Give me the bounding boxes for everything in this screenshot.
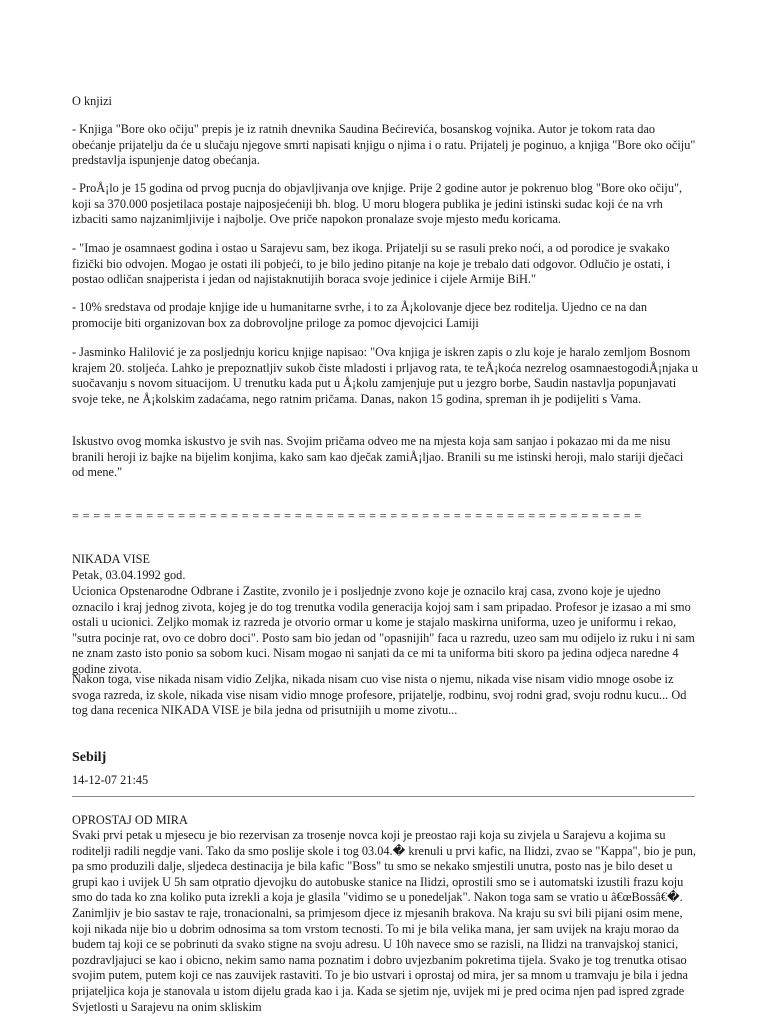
intro-paragraph-6: Iskustvo ovog momka iskustvo je svih nas. Svojim pričama odveo me na mjesta koja sam sanjao i pokazao mi da me nisu branili heroji iz bajke na bijelim konjima, kako sam kao dječak zamiÅ¡ljao. Branili su me istinski heroji, malo stariji dječaci od mene." [72, 434, 684, 480]
story1-date: Petak, 03.04.1992 god. [72, 568, 186, 582]
intro-paragraph-2: - ProÅ¡lo je 15 godina od prvog pucnja do objavljivanja ove knjige. Prije 2 godine autor je pokrenuo blog "Bore oko očiju", koji sa 370.000 posjetilaca postaje najposjećeniji bh. blog. U moru blogera publika je jedini istinski sudac koji će na vrh izbaciti samo najzanimljivije i najbolje. Ove priče napokon pronalaze svoje mjesto među koricama. [72, 181, 683, 227]
blog-entry-timestamp: 14-12-07 21:45 [72, 773, 149, 787]
intro-paragraph-4: - 10% sredstava od prodaje knjige ide u humanitarne svrhe, i to za Å¡kolovanje djece bez roditelja. Ujedno ce na dan promocije biti organizovan box za dobrovoljne priloge za pomoc djevojcici Lamiji [72, 300, 648, 330]
story2-title: OPROSTAJ OD MIRA [72, 813, 188, 827]
blog-entry-author: Sebilj [72, 750, 107, 765]
story2-body: Svaki prvi petak u mjesecu je bio rezervisan za trosenje novca koji je preostao raji koja su zivjela u Sarajevu a kojima su roditelji radili negdje vani. Tako da smo poslije skole i tog 03.04.� krenuli u prvi kafic, na Ilidzi, zvao se "Kappa", bio je pun, pa smo produzili dalje, sljedeca destinacija je bila kafic "Boss" tu smo se nekako smjestili unutra, posto nas je bilo deset u grupi kao i uvijek U 5h sam otpratio djevojku do autobuske stanice na Ilidzi, oprostili smo se i automatski izustili frazu koju smo do tada ko zna koliko puta izrekli a koja je glasila "vidimo se u ponedeljak". Nakon toga sam se vratio u â€œBossâ€�. Zanimljiv je bio sastav te raje, tronacionalni, sa primjesom djece iz mjesanih brakova. Na kraju su svi bili pijani osim mene, koji nikada nije bio u dobrim odnosima sa tom vrstom tecnosti. To mi je bila velika mana, jer sam uvijek na kraju morao da budem taj koji ce se pobrinuti da svako stigne na svoju adresu. U 10h navece smo se razisli, na Ilidzi na tranvajskoj stanici, pozdravljajuci se kao i obicno, nekim samo nama poznatim i dobro uvjezbanim pokretima tijela. Svako je tog trenutka otisao svojim putem, putem koji ce nas zauvijek rastaviti. To je bio ustvari i oprostaj od mira, jer sa mnom u tramvaju je bila i jedna prijateljica koja je stanovala u istom dijelu grada kao i ja. Kada se sjetim nje, uvijek mi je pred ocima njen pad ispred zgrade Svjetlosti u Sarajevu na onim skliskim [72, 828, 696, 1014]
story1-body: Ucionica Opstenarodne Odbrane i Zastite, zvonilo je i posljednje zvono koje je oznacilo kraj casa, zvono koje je ujedno oznacilo i kraj jednog zivota, kojeg je do tog trenutka vodila generacija kojoj sam i sam pripadao. Profesor je izasao a mi smo ostali u ucionici. Zeljko momak iz razreda je otvorio ormar u kome je stajalo maskirna uniforma, uzeo je uniformu i rekao, "sutra pocinje rat, ovo ce dobro doci". Posto sam bio jedan od "opasnijih" faca u razredu, uzeo sam mu odijelo iz ruku i ni sam ne znam zasto isto ponio sa sobom kuci. Nisam mogao ni sanjati da ce mi ta uniforma biti skoro pa jedina odjeca naredne 4 godine zivota. [72, 584, 695, 676]
separator-line: = = = = = = = = = = = = = = = = = = = = = = = = = = = = = = = = = = = = = = = = = = = = = = = = = = = = = = [72, 509, 642, 523]
section-title-o-knjizi: O knjizi [72, 94, 112, 108]
intro-paragraph-3: - "Imao je osamnaest godina i ostao u Sarajevu sam, bez ikoga. Prijatelji su se rasuli preko noći, a od porodice je svakako fizički bio odvojen. Mogao je ostati ili pobjeći, to je bilo jedino pitanje na koje je trebalo dati odgovor. Odlučio je ostati, i postao odličan snajperista i jedan od najistaknutijih boraca svoje jedinice i cijele Armije BiH." [72, 241, 671, 287]
story1-title: NIKADA VISE [72, 552, 150, 566]
horizontal-divider [72, 796, 695, 797]
story1-body-continued: Nakon toga, vise nikada nisam vidio Zeljka, nikada nisam cuo vise nista o njemu, nikada vise nisam vidio mnoge osobe iz svoga razreda, iz skole, nikada vise nisam vidio mnoge profesore, prijatelje, rodbinu, svoj rodni grad, svoju rodnu kucu... Od tog dana recenica NIKADA VISE je bila jedna od prisutnijih u mome zivotu... [72, 672, 687, 718]
intro-paragraph-5: - Jasminko Halilović je za posljednju koricu knjige napisao: "Ova knjiga je iskren zapis o zlu koje je haralo zemljom Bosnom krajem 20. stoljeća. Lahko je prepoznatljiv sukob čiste mladosti i prljavog rata, te teÅ¡koća nezrelog osamnaestogodiÅ¡njaka u suočavanju s novom situacijom. U trenutku kada put u Å¡kolu zamjenjuje put u jezgro borbe, Saudin nastavlja popunjavati svoje teke, ne Å¡kolskim zadaćama, nego ratnim pričama. Danas, nakon 15 godina, spreman ih je podijeliti s Vama. [72, 345, 698, 406]
intro-paragraph-1: - Knjiga "Bore oko očiju" prepis je iz ratnih dnevnika Saudina Bećirevića, bosanskog vojnika. Autor je tokom rata dao obećanje prijatelju da će u slučaju njegove smrti napisati knjigu o njima i o ratu. Prijatelj je poginuo, a knjiga "Bore oko očiju" predstavlja ispunjenje datog obećanja. [72, 122, 696, 168]
